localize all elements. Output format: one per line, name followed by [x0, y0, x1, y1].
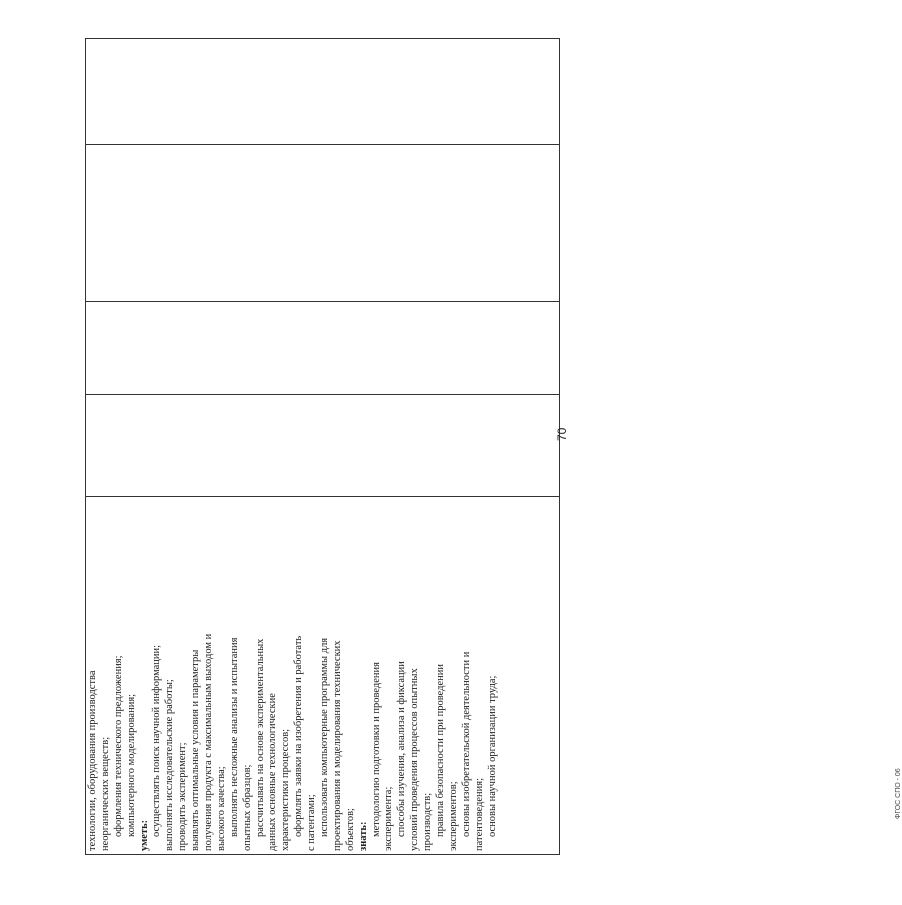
cell-line: компьютерного моделирования; — [125, 693, 137, 837]
cell-line: объектов; — [344, 808, 356, 851]
cell-line: патентоведения; — [473, 778, 485, 851]
cell-line: оформления технического предложения; — [112, 655, 124, 837]
cell-line: методологию подготовки и проведения — [370, 662, 382, 837]
competency-text-cell — [87, 506, 500, 851]
table-border-bottom — [559, 38, 560, 855]
table-border-top — [85, 38, 86, 855]
cell-line: выполнять исследовательские работы; — [164, 679, 176, 851]
page-number: 70 — [555, 427, 569, 441]
cell-line: основы научной организации труда; — [486, 675, 498, 837]
cell-line: выполнять несложные анализы и испытания — [228, 637, 240, 837]
cell-line: данных основные технологические — [267, 693, 279, 851]
cell-line: высокого качества; — [215, 766, 227, 851]
cell-line: уметь: — [138, 819, 150, 851]
cell-line: неорганических веществ; — [99, 736, 111, 851]
cell-line: выявлять оптимальные условия и параметры — [190, 649, 202, 851]
footer-code: ФГОС СПО - 06 — [895, 768, 902, 819]
cell-line: экспериментов; — [447, 781, 459, 851]
column-divider-1 — [85, 496, 560, 497]
cell-line: способы изучения, анализа и фиксации — [396, 661, 408, 837]
table-border-left — [85, 854, 560, 855]
competency-table — [85, 38, 560, 855]
cell-line: условий проведения процессов опытных — [409, 668, 421, 851]
cell-line: правила безопасности при проведении — [435, 663, 447, 837]
cell-line: рассчитывать на основе экспериментальных — [254, 638, 266, 837]
cell-line: получения продукта с максимальным выходом и — [203, 633, 215, 851]
cell-line: производств; — [422, 792, 434, 851]
cell-line: использовать компьютерные программы для — [319, 637, 331, 837]
cell-line: проводить эксперимент; — [177, 742, 189, 851]
cell-line: проектирования и моделирования технических — [331, 640, 343, 851]
cell-line: опытных образцов; — [241, 764, 253, 851]
cell-line: оформлять заявки на изобретения и работать — [293, 635, 305, 837]
column-divider-3 — [85, 301, 560, 302]
rotated-page — [85, 38, 902, 855]
cell-line: осуществлять поиск научной информации; — [151, 644, 163, 837]
cell-line: основы изобретательской деятельности и — [460, 651, 472, 837]
cell-line: с патентами; — [306, 794, 318, 851]
column-divider-2 — [85, 394, 560, 395]
table-border-right — [85, 38, 560, 39]
column-divider-4 — [85, 144, 560, 145]
cell-line: характеристики процессов; — [280, 728, 292, 851]
cell-line: знать: — [357, 821, 369, 851]
cell-line: эксперимента; — [383, 786, 395, 851]
cell-line: технологии, оборудования производства — [87, 670, 98, 851]
